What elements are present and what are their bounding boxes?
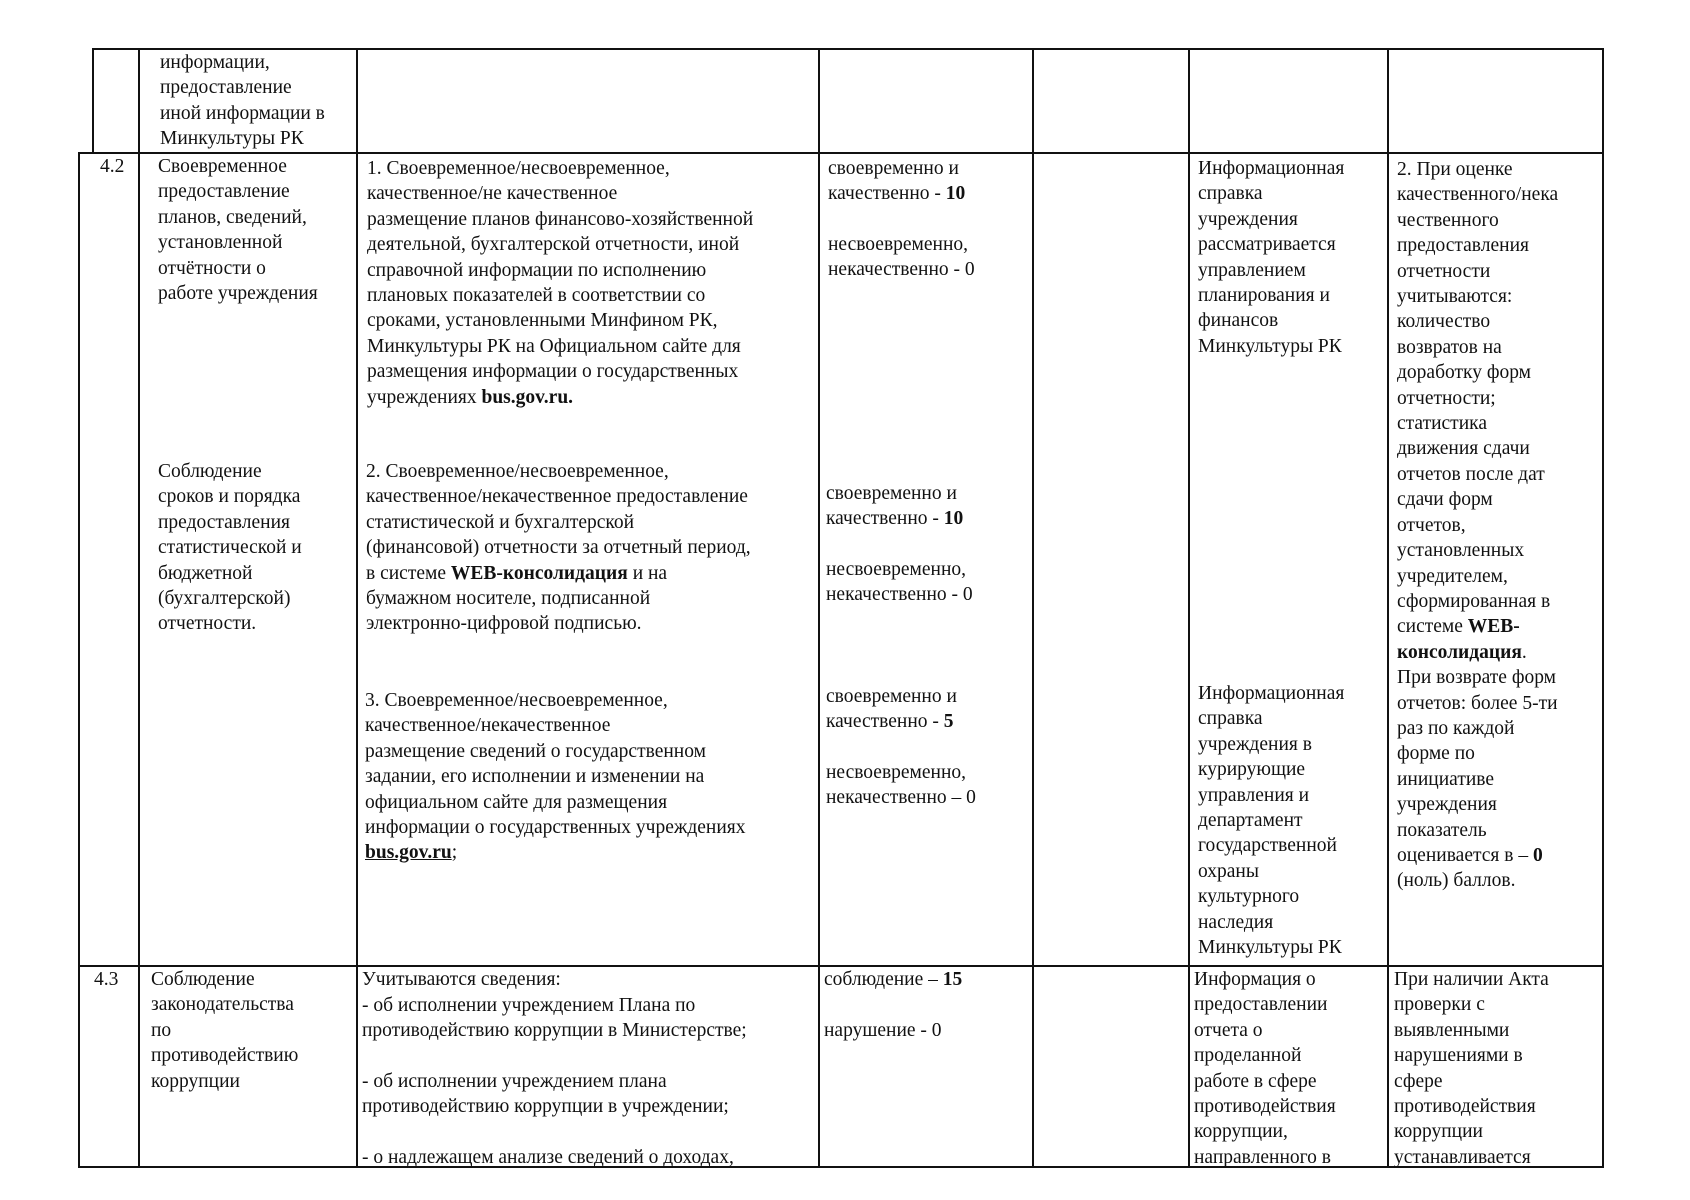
note-4-2: 2. При оценке качественного/нека чественного предоставления отчетности учитываются: количество возвратов на доработку форм отчетности; статистика движения сдачи отчетов после дат сдачи форм отчетов, установленных учредителем, сформированная в системе WEB- консолидация. При возврате форм отчетов: более 5-ти раз по каждой форме по инициативе учреждения показатель оценивается в – 0 (ноль) баллов. bbox=[1397, 159, 1559, 892]
col-border-1 bbox=[138, 48, 140, 1168]
col-border-0b bbox=[78, 152, 80, 1168]
col-border-2 bbox=[356, 48, 358, 1168]
col-border-0 bbox=[92, 48, 94, 154]
row-number-4-3: 4.3 bbox=[94, 969, 119, 990]
criterion-4-2-3: 3. Своевременное/несвоевременное, качественное/некачественное размещение сведений о государственном задании, его исполнении и изменении на официальном сайте для размещения информации о государственных учреждениях bus.gov.ru; bbox=[365, 690, 746, 864]
indicator-name-4-3: Соблюдение законодательства по противодействию коррупции bbox=[151, 969, 299, 1092]
score-4-2-1-bad: несвоевременно, некачественно - 0 bbox=[828, 234, 975, 281]
col-border-4 bbox=[1032, 48, 1034, 1168]
indicator-name-4-2-a: Своевременное предоставление планов, сведений, установленной отчётности о работе учреждения bbox=[158, 156, 318, 305]
col-border-6 bbox=[1387, 48, 1389, 1168]
col-border-3 bbox=[818, 48, 820, 1168]
note-4-3: При наличии Акта проверки с выявленными нарушениями в сфере противодействия коррупции устанавливается bbox=[1394, 969, 1549, 1168]
col-border-5 bbox=[1188, 48, 1190, 1168]
score-4-2-3-good: своевременно и качественно - 5 bbox=[826, 686, 957, 733]
score-4-2-1-good: своевременно и качественно - 10 bbox=[828, 158, 966, 205]
bus-gov-ru-link: bus.gov.ru bbox=[365, 842, 452, 864]
criterion-4-3-3: - о надлежащем анализе сведений о доходах, bbox=[362, 1147, 734, 1168]
criterion-4-2-2: 2. Своевременное/несвоевременное, качественное/некачественное предоставление статистической и бухгалтерской (финансовой) отчетности за отчетный период, в системе WEB-консолидация и на бумажном носителе, подписанной электронно-цифровой подписью. bbox=[366, 461, 751, 635]
row-number-4-2: 4.2 bbox=[100, 156, 125, 177]
criterion-4-3-1: - об исполнении учреждением Плана по противодействию коррупции в Министерстве; bbox=[362, 995, 747, 1042]
info-source-4-3: Информация о предоставлении отчета о проделанной работе в сфере противодействия коррупции, направленного в bbox=[1194, 969, 1336, 1168]
criterion-4-2-1: 1. Своевременное/несвоевременное, качественное/не качественное размещение планов финансово-хозяйственной деятельной, бухгалтерской отчетности, иной справочной информации по исполнению плановых показателей в соответствии со сроками, установленными Минфином РК, Минкультуры РК на Официальном сайте для размещения информации о государственных учреждениях bus.gov.ru. bbox=[367, 158, 754, 408]
info-source-4-2-b: Информационная справка учреждения в курирующие управления и департамент государственной охраны культурного наследия Минкультуры РК bbox=[1198, 683, 1345, 959]
score-4-2-2-bad: несвоевременно, некачественно - 0 bbox=[826, 559, 973, 606]
score-4-2-2-good: своевременно и качественно - 10 bbox=[826, 483, 964, 530]
score-4-2-3-bad: несвоевременно, некачественно – 0 bbox=[826, 762, 976, 809]
score-4-3-good: соблюдение – 15 bbox=[824, 969, 963, 990]
prev-row-indicator-name: информации, предоставление иной информации в Минкультуры РК bbox=[160, 52, 325, 150]
info-source-4-2-a: Информационная справка учреждения рассматривается управлением планирования и финансов Минкультуры РК bbox=[1198, 158, 1345, 357]
score-4-3-bad: нарушение - 0 bbox=[824, 1020, 942, 1041]
indicator-name-4-2-b: Соблюдение сроков и порядка предоставления статистической и бюджетной (бухгалтерской) отчетности. bbox=[158, 461, 302, 635]
col-border-7 bbox=[1602, 48, 1604, 1168]
criterion-4-3-2: - об исполнении учреждением плана противодействию коррупции в учреждении; bbox=[362, 1071, 729, 1118]
criterion-4-3-head: Учитываются сведения: bbox=[362, 969, 561, 990]
